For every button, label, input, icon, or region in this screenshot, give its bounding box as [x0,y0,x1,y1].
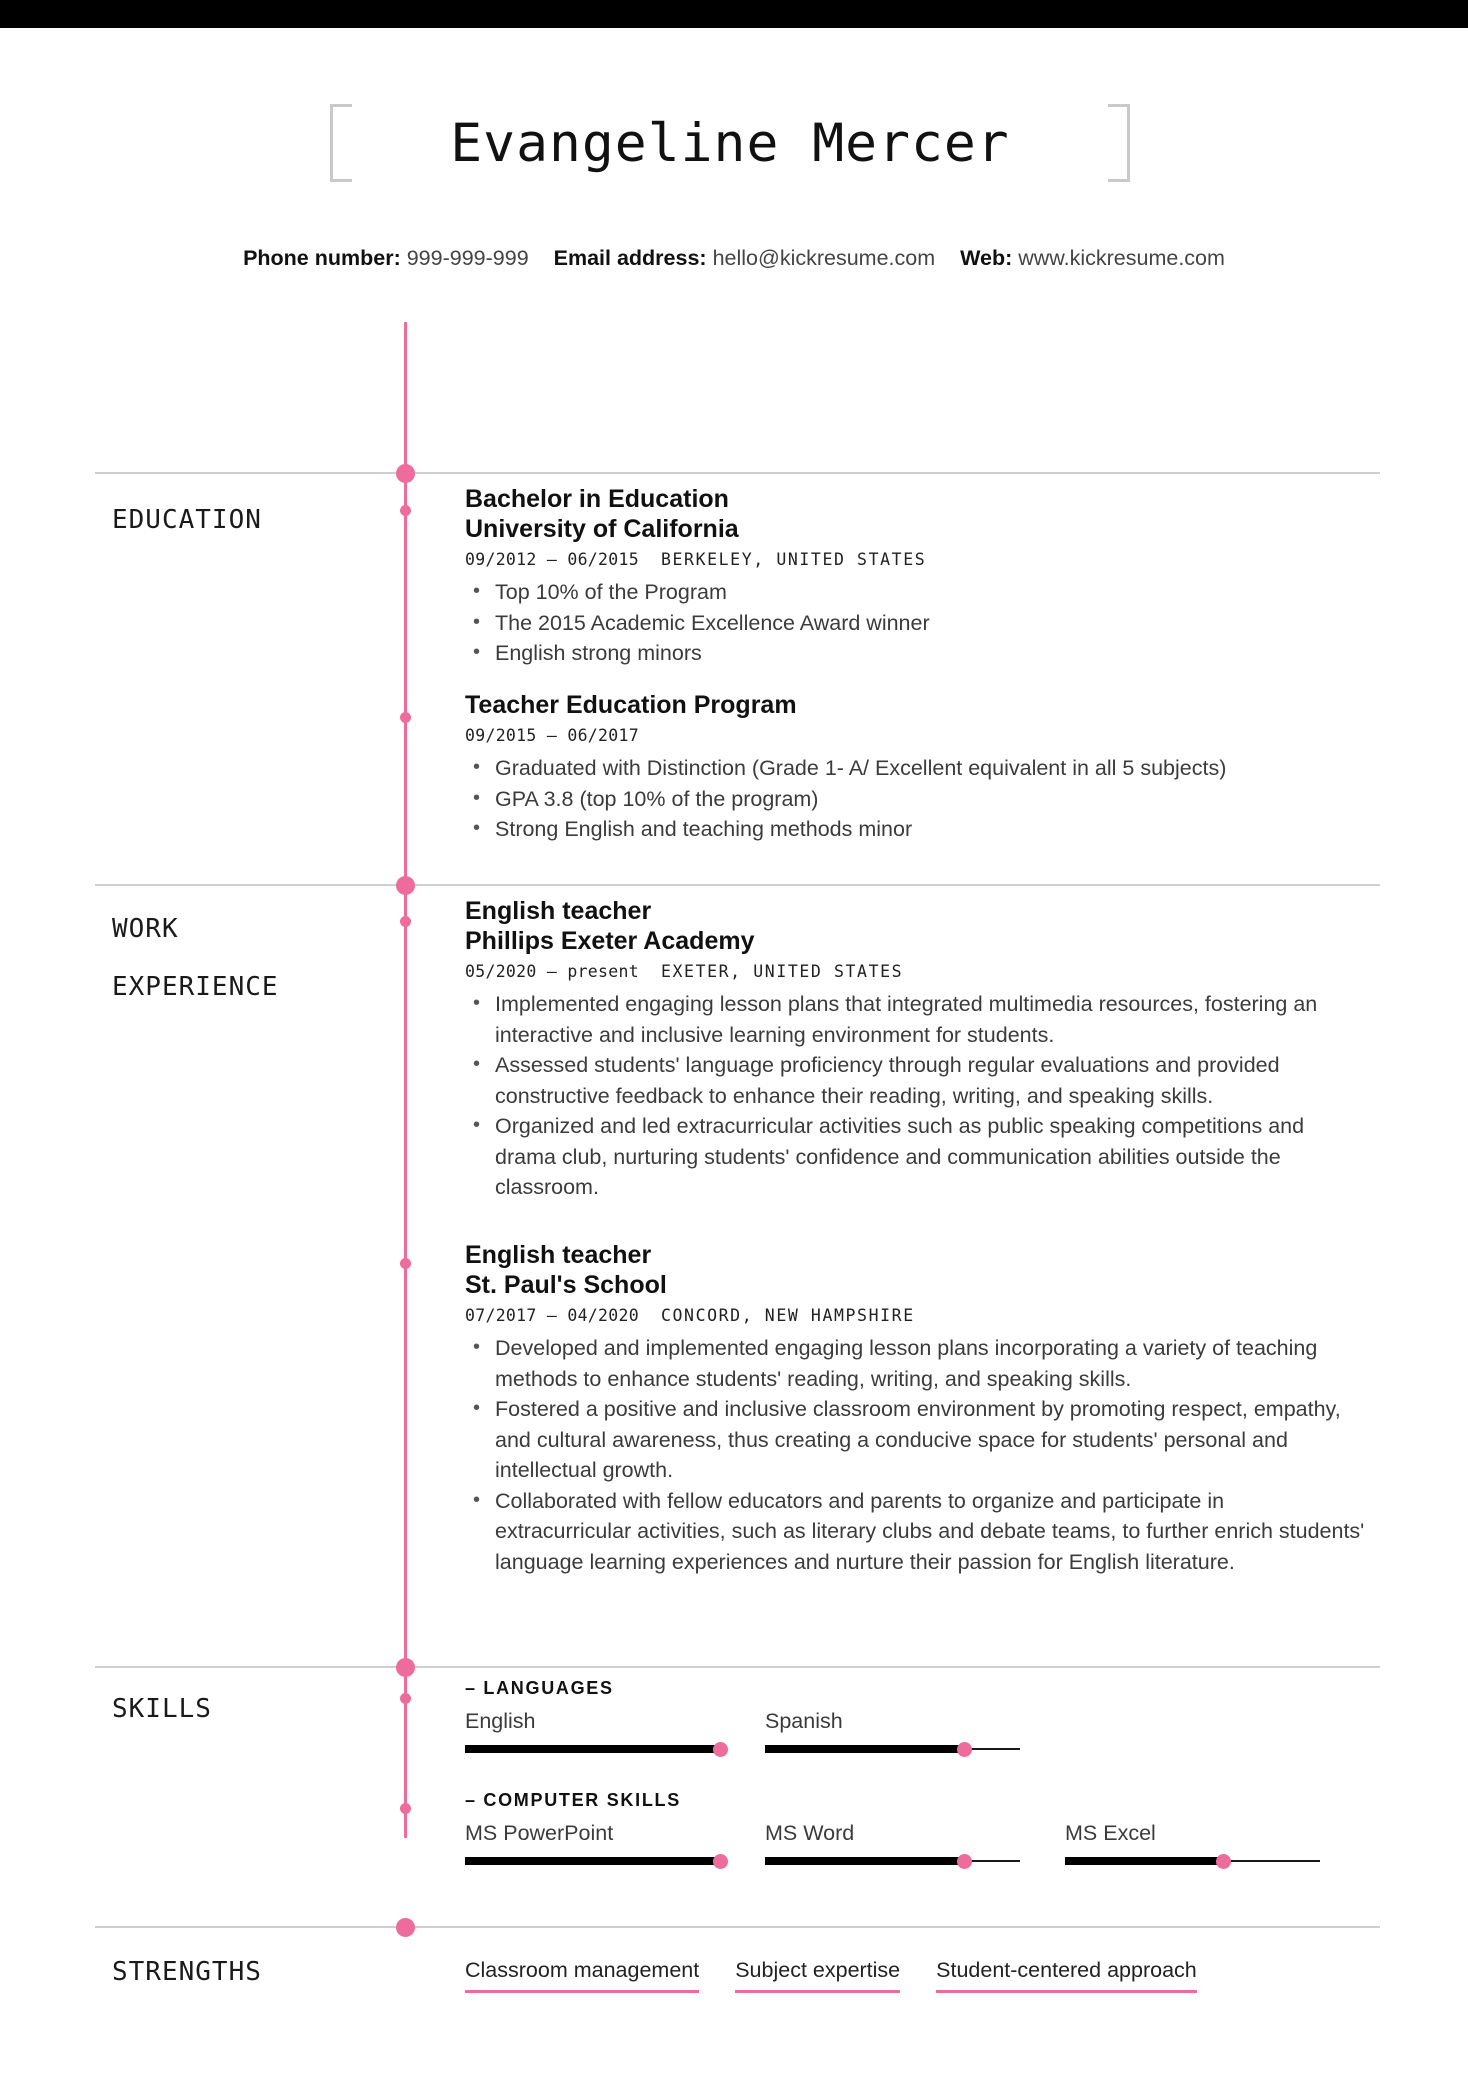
name-block [330,104,1130,182]
list-item: • GPA 3.8 (top 10% of the program) [465,784,1365,815]
skill-bar-fill [465,1745,720,1753]
skill-rating-bar[interactable] [765,1853,1020,1871]
skill-bar-knob [713,1854,728,1869]
left-bracket-decoration [330,104,352,182]
entry-organization: Phillips Exeter Academy [465,927,755,955]
sidebar-item-work-line2: EXPERIENCE [112,972,279,1002]
skill-group-languages [465,1678,1365,1759]
sidebar-item-education: EDUCATION [112,505,262,535]
entry-title: English teacher [465,1241,652,1269]
entry-dates: 09/2012 – 06/2015 [465,550,639,569]
entry-bullet-list [465,1333,1365,1577]
entry-dates: 07/2017 – 04/2020 [465,1306,639,1325]
resume-page [0,28,1468,1987]
entry-meta [465,723,1365,749]
phone-label: Phone number: [243,246,401,270]
strength-tag: Student-centered approach [936,1958,1197,1993]
page-title: Evangeline Mercer [450,112,1010,174]
list-item: • Organized and led extracurricular activities such as public speaking competitions and drama club, nurturing students' confidence and communication abilities outside the classroom. [465,1111,1365,1203]
entry-location: CONCORD, NEW HAMPSHIRE [660,1306,915,1325]
timeline-section-dot [396,464,415,483]
entry-meta [465,1303,1365,1329]
skill-rating-bar[interactable] [465,1853,720,1871]
skill-label: MS Excel [1065,1821,1156,1845]
timeline-section-dot [396,876,415,895]
skill-bar-fill [1065,1857,1223,1865]
list-item: • Top 10% of the Program [465,577,1365,608]
timeline-entry-dot [400,916,411,927]
entry-title: Teacher Education Program [465,691,797,719]
strength-tag: Subject expertise [735,1958,900,1993]
skill-row [465,1817,1365,1871]
timeline-section-dot [396,1918,415,1937]
skill-bar-fill [465,1857,720,1865]
sidebar-item-skills: SKILLS [112,1694,212,1724]
skill-bar-knob [713,1742,728,1757]
timeline-entry-dot [400,1803,411,1814]
section-divider [95,884,1380,886]
list-item: • Developed and implemented engaging lesson plans incorporating a variety of teaching methods to enhance students' reading, writing, and speaking skills. [465,1333,1365,1394]
skill-item [1065,1817,1325,1871]
skill-label: MS PowerPoint [465,1821,614,1845]
timeline-entry-dot [400,1693,411,1704]
entry-organization: University of California [465,515,739,543]
skill-bar-fill [765,1745,964,1753]
list-item: • Strong English and teaching methods minor [465,814,1365,845]
section-divider [95,1926,1380,1928]
skill-item [765,1817,1025,1871]
list-item: • Fostered a positive and inclusive classroom environment by promoting respect, empathy, and cultural awareness, thus creating a conducive space for students' personal and intellectual growth. [465,1394,1365,1486]
phone-value: 999-999-999 [406,246,529,270]
skill-label: MS Word [765,1821,855,1845]
skill-item [465,1817,725,1871]
timeline-entry-dot [400,505,411,516]
skill-group-title: – COMPUTER SKILLS [465,1790,681,1810]
web-value[interactable]: www.kickresume.com [1018,246,1225,270]
entry-bullet-list [465,989,1365,1203]
work-entry-2 [465,1240,1365,1577]
section-divider [95,472,1380,474]
entry-dates: 09/2015 – 06/2017 [465,726,639,745]
entry-location: EXETER, UNITED STATES [660,962,904,981]
web-label: Web: [960,246,1013,270]
education-entry-2 [465,690,1365,845]
timeline-entry-dot [400,712,411,723]
work-entry-1 [465,896,1365,1203]
education-entry-1 [465,484,1365,669]
skill-group-computer [465,1790,1365,1871]
skill-bar-knob [957,1854,972,1869]
right-bracket-decoration [1108,104,1130,182]
entry-dates: 05/2020 – present [465,962,639,981]
timeline-entry-dot [400,1258,411,1269]
list-item: • The 2015 Academic Excellence Award winner [465,608,1365,639]
resume-header [0,28,1468,178]
entry-title: English teacher [465,897,652,925]
timeline-section-dot [396,1658,415,1677]
skill-item [765,1705,1025,1759]
list-item: • Assessed students' language proficiency through regular evaluations and provided constructive feedback to enhance their reading, writing, and speaking skills. [465,1050,1365,1111]
entry-meta [465,959,1365,985]
timeline-spine [404,322,407,1838]
skill-bar-fill [765,1857,964,1865]
strength-row [465,1958,1365,1993]
skill-bar-knob [1216,1854,1231,1869]
email-value[interactable]: hello@kickresume.com [712,246,936,270]
skill-group-title: – LANGUAGES [465,1678,614,1698]
email-label: Email address: [553,246,707,270]
sidebar-item-strengths: STRENGTHS [112,1957,262,1987]
contact-line [0,246,1468,270]
sidebar-item-work-line1: WORK [112,914,179,944]
list-item: • Graduated with Distinction (Grade 1- A/ Excellent equivalent in all 5 subjects) [465,753,1365,784]
entry-organization: St. Paul's School [465,1271,667,1299]
skill-rating-bar[interactable] [1065,1853,1320,1871]
strength-tag: Classroom management [465,1958,699,1993]
entry-bullet-list [465,753,1365,845]
entry-title: Bachelor in Education [465,485,729,513]
skill-rating-bar[interactable] [465,1741,720,1759]
entry-location: BERKELEY, UNITED STATES [660,550,927,569]
list-item: • Collaborated with fellow educators and parents to organize and participate in extracurricular activities, such as literary clubs and debate teams, to further enrich students' language learning experiences and nurture their passion for English literature. [465,1486,1365,1578]
skill-label: English [465,1709,536,1733]
section-divider [95,1666,1380,1668]
skill-rating-bar[interactable] [765,1741,1020,1759]
skill-row [465,1705,1365,1759]
skill-item [465,1705,725,1759]
top-black-bar [0,0,1468,28]
entry-meta [465,547,1365,573]
list-item: • Implemented engaging lesson plans that integrated multimedia resources, fostering an interactive and inclusive learning environment for students. [465,989,1365,1050]
skill-label: Spanish [765,1709,843,1733]
skill-bar-knob [957,1742,972,1757]
strengths-list [465,1958,1365,1993]
list-item: • English strong minors [465,638,1365,669]
entry-bullet-list [465,577,1365,669]
